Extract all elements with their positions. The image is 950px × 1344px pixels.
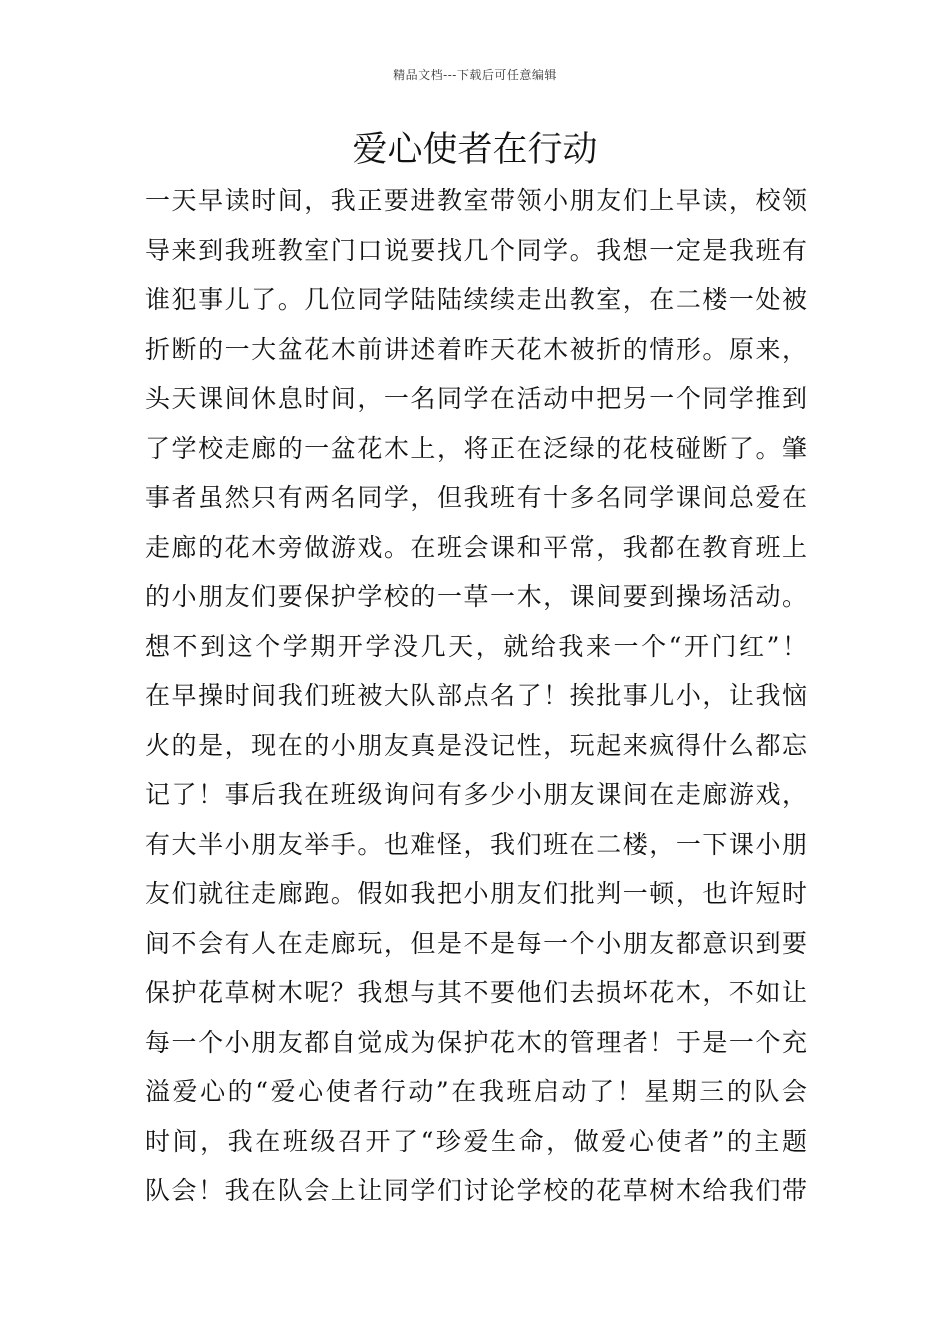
text-line: 的小朋友们要保护学校的一草一木，课间要到操场活动。 [145,582,807,611]
text-line: 有大半小朋友举手。也难怪，我们班在二楼，一下课小朋 [145,829,807,859]
text-line: 每一个小朋友都自觉成为保护花木的管理者！于是一个充 [145,1027,807,1057]
text-line: 走廊的花木旁做游戏。在班会课和平常，我都在教育班上 [145,532,807,562]
body-paragraph [145,176,807,1216]
text-line: 时间，我在班级召开了“珍爱生命，做爱心使者”的主题 [145,1126,807,1156]
text-line: 事者虽然只有两名同学，但我班有十多名同学课间总爱在 [145,483,807,512]
text-line: 记了！事后我在班级询问有多少小朋友课间在走廊游戏， [145,780,807,809]
text-line: 想不到这个学期开学没几天，就给我来一个“开门红”！ [145,631,807,661]
text-line: 保护花草树木呢？我想与其不要他们去损坏花木，不如让 [145,978,807,1007]
text-line: 队会！我在队会上让同学们讨论学校的花草树木给我们带 [145,1176,807,1205]
text-line: 了学校走廊的一盆花木上，将正在泛绿的花枝碰断了。肇 [145,433,807,463]
text-line: 友们就往走廊跑。假如我把小朋友们批判一顿，也许短时 [145,879,807,908]
text-line: 一天早读时间，我正要进教室带领小朋友们上早读，校领 [145,186,807,215]
header-note: 精品文档---下载后可任意编辑 [393,68,557,82]
text-line: 火的是，现在的小朋友真是没记性，玩起来疯得什么都忘 [145,730,807,760]
text-line: 头天课间休息时间，一名同学在活动中把另一个同学推到 [145,384,807,413]
text-line: 在早操时间我们班被大队部点名了！挨批事儿小，让我恼 [145,681,807,710]
text-line: 谁犯事儿了。几位同学陆陆续续走出教室，在二楼一处被 [145,285,807,314]
text-line: 溢爱心的“爱心使者行动”在我班启动了！星期三的队会 [145,1077,807,1106]
text-line: 间不会有人在走廊玩，但是不是每一个小朋友都意识到要 [145,928,807,958]
text-line: 折断的一大盆花木前讲述着昨天花木被折的情形。原来， [145,334,807,364]
document-title: 爱心使者在行动 [352,130,598,170]
text-line: 导来到我班教室门口说要找几个同学。我想一定是我班有 [145,235,807,265]
